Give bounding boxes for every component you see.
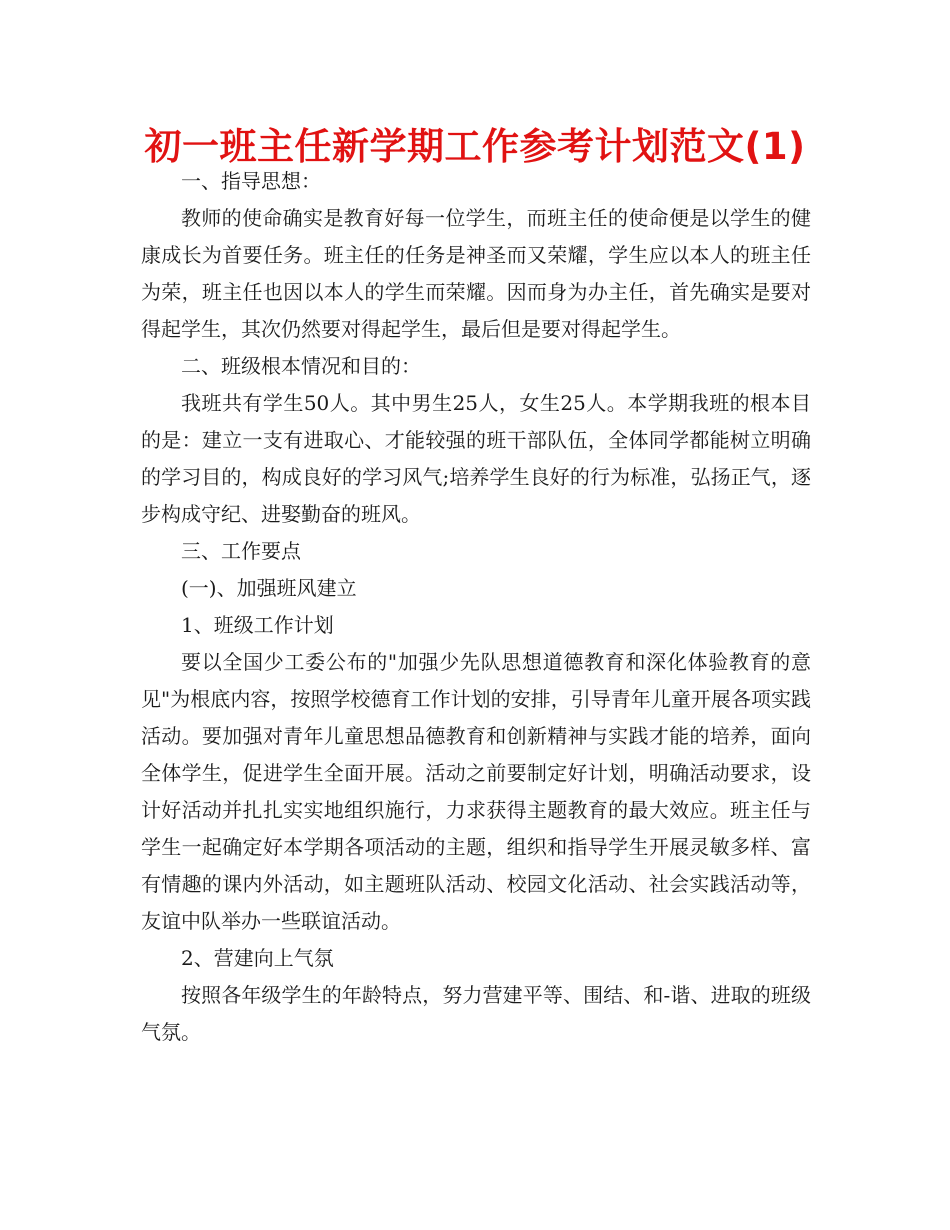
paragraph: 教师的使命确实是教育好每一位学生，而班主任的使命便是以学生的健康成长为首要任务。班主任的任务是神圣而又荣耀，学生应以本人的班主任为荣，班主任也因以本人的学生而荣耀。因而身为办主任，首先确实是要对得起学生，其次仍然要对得起学生，最后但是要对得起学生。 — [141, 206, 811, 341]
paragraph: 按照各年级学生的年龄特点，努力营建平等、围结、和-谐、进取的班级气氛。 — [141, 983, 811, 1044]
subheading-work-plan: 1、班级工作计划 — [181, 613, 334, 637]
heading-work-points: 三、工作要点 — [181, 539, 301, 563]
document-title: 初一班主任新学期工作参考计划范文(1) — [144, 125, 806, 168]
subheading-class-style: (一)、加强班风建立 — [181, 576, 357, 600]
subheading-atmosphere: 2、营建向上气氛 — [181, 946, 334, 970]
paragraph: 要以全国少工委公布的"加强少先队思想道德教育和深化体验教育的意见"为根底内容，按照学校德育工作计划的安排，引导青年儿童开展各项实践活动。要加强对青年儿童思想品德教育和创新精神与实践才能的培养，面向全体学生，促进学生全面开展。活动之前要制定好计划，明确活动要求，设计好活动并扎扎实实地组织施行，力求获得主题教育的最大效应。班主任与学生一起确定好本学期各项活动的主题，组织和指导学生开展灵敏多样、富有情趣的课内外活动，如主题班队活动、校园文化活动、社会实践活动等，友谊中队举办一些联谊活动。 — [141, 650, 811, 933]
heading-class-situation: 二、班级根本情况和目的： — [181, 354, 421, 378]
document-body — [141, 163, 811, 1051]
heading-guiding-thought: 一、指导思想： — [181, 169, 321, 193]
paragraph: 我班共有学生50人。其中男生25人，女生25人。本学期我班的根本目的是：建立一支有进取心、才能较强的班干部队伍，全体同学都能树立明确的学习目的，构成良好的学习风气;培养学生良好的行为标准，弘扬正气，逐步构成守纪、进娶勤奋的班风。 — [141, 391, 811, 526]
